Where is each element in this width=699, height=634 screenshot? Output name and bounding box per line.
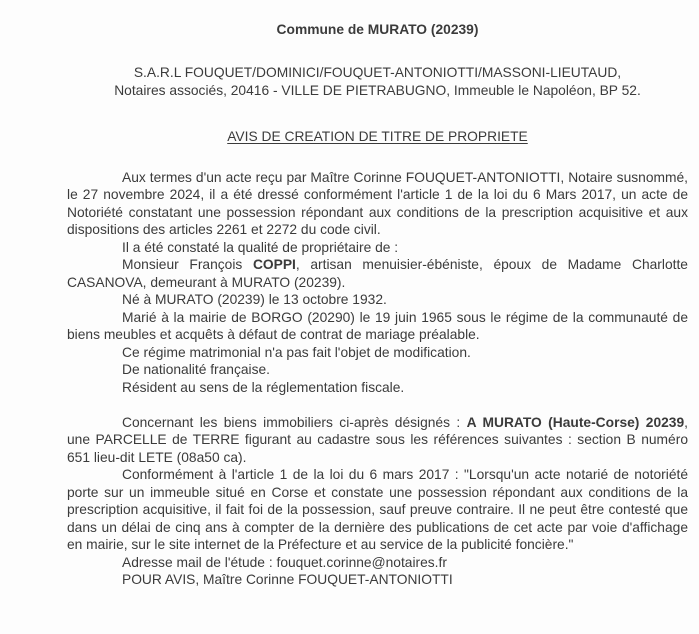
paragraph	[67, 466, 688, 554]
paragraph-text: Marié à la mairie de BORGO (20290) le 19 juin 1965 sous le régime de la communauté de biens meubles et acquêts à défaut de contrat de mariage préalable.	[67, 309, 688, 342]
paragraph	[67, 256, 688, 291]
notary-office-block	[67, 64, 688, 99]
paragraph-text-bold: A MURATO (Haute-Corse) 20239	[466, 414, 685, 430]
paragraph-text: Conformément à l'article 1 de la loi du 6 mars 2017 : "Lorsqu'un acte notarié de notoriété porte sur un immeuble situé en Corse et constate une possession répondant aux conditions de la prescription acquisitive, il fait foi de la possession, sauf preuve contraire. Il ne peut être contesté que dans un délai de cinq ans à compter de la dernière des publications de cet acte par voie d'affichage en mairie, sur le site internet de la Préfecture et au service de la publicité foncière."	[67, 467, 688, 552]
paragraph-text: Né à MURATO (20239) le 13 octobre 1932.	[122, 292, 387, 307]
paragraph	[67, 554, 688, 572]
paragraph	[67, 291, 688, 309]
paragraph	[67, 571, 688, 589]
paragraph	[67, 414, 688, 467]
commune-title: Commune de MURATO (20239)	[276, 22, 479, 37]
notice-title: AVIS DE CREATION DE TITRE DE PROPRIETE	[227, 129, 528, 144]
paragraph-text: POUR AVIS, Maître Corinne FOUQUET-ANTONIOTTI	[122, 572, 453, 587]
paragraph	[67, 344, 688, 362]
paragraph	[67, 361, 688, 379]
paragraph-text: Monsieur François	[122, 257, 253, 272]
paragraph-text: Ce régime matrimonial n'a pas fait l'objet de modification.	[122, 344, 471, 360]
paragraph-text: Il a été constaté la qualité de propriétaire de :	[122, 239, 399, 255]
paragraph-text: , artisan menuisier-ébéniste, époux de Madame Charlotte CASANOVA, demeurant à MURATO (20239).	[67, 257, 688, 290]
paragraph	[67, 169, 688, 239]
paragraph-text: Adresse mail de l'étude : fouquet.corinne@notaires.fr	[122, 554, 447, 570]
paragraph-text: Résident au sens de la réglementation fiscale.	[122, 379, 405, 395]
paragraph	[67, 379, 688, 397]
notary-office-line-1: S.A.R.L FOUQUET/DOMINICI/FOUQUET-ANTONIOTTI/MASSONI-LIEUTAUD,	[133, 65, 622, 80]
paragraph	[67, 239, 688, 257]
paragraph-text-bold: COPPI	[252, 257, 296, 272]
notary-office-line-2: Notaires associés, 20416 - VILLE DE PIETRABUGNO, Immeuble le Napoléon, BP 52.	[114, 82, 641, 98]
paragraph	[67, 309, 688, 344]
paragraph-text: Aux termes d'un acte reçu par Maître Corinne FOUQUET-ANTONIOTTI, Notaire susnommé, le 27 novembre 2024, il a été dressé conformément l'article 1 de la loi du 6 Mars 2017, un acte de Notoriété constatant une possession répondant aux conditions de la prescription acquisitive et aux dispositions des articles 2261 et 2272 du code civil.	[67, 169, 688, 237]
paragraph-text: De nationalité française.	[122, 362, 271, 377]
paragraph-text: Concernant les biens immobiliers ci-après désignés :	[122, 414, 467, 430]
document-body	[67, 169, 688, 589]
paragraph-text: , une PARCELLE de TERRE figurant au cadastre sous les références suivantes : section B numéro 651 lieu-dit LETE (08a50 ca).	[67, 414, 688, 465]
